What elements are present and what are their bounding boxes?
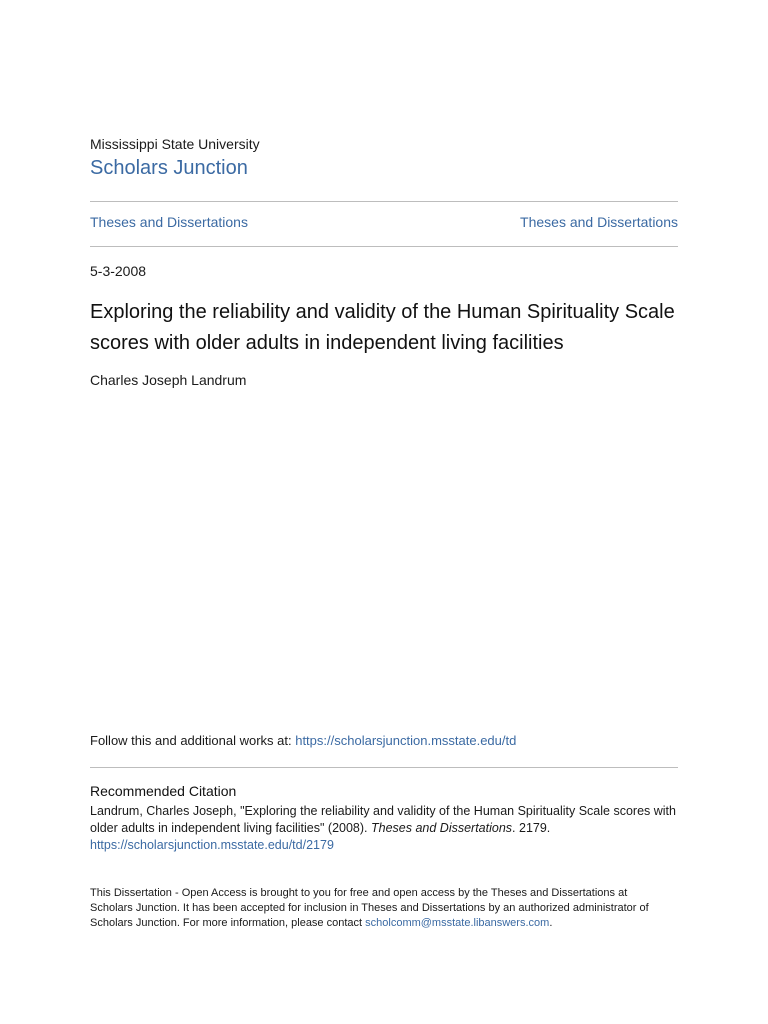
collection-link-left[interactable]: Theses and Dissertations (90, 214, 248, 230)
citation-url-link[interactable]: https://scholarsjunction.msstate.edu/td/2179 (90, 838, 334, 852)
contact-email-link[interactable]: scholcomm@msstate.libanswers.com (365, 917, 550, 929)
access-notice (90, 886, 690, 931)
divider (90, 246, 678, 247)
notice-text: Scholars Junction. For more information, please contact (90, 917, 366, 929)
repository-link[interactable]: Scholars Junction (90, 157, 248, 179)
citation-line: Landrum, Charles Joseph, "Exploring the reliability and validity of the Human Spirituality Scale scores with (90, 804, 676, 818)
notice-line (90, 916, 690, 931)
notice-line: Scholars Junction. It has been accepted for inclusion in Theses and Dissertations by an authorized administrator of (90, 902, 649, 914)
citation-line (90, 820, 690, 837)
recommended-citation-heading: Recommended Citation (90, 783, 237, 799)
divider (90, 201, 678, 202)
collection-url-link[interactable]: https://scholarsjunction.msstate.edu/td (295, 733, 517, 748)
citation-number: . 2179. (512, 821, 551, 835)
collection-breadcrumb (90, 214, 678, 230)
citation-text: older adults in independent living facilities" (2008). (90, 821, 371, 835)
publication-date: 5-3-2008 (90, 263, 147, 279)
document-title-line: Exploring the reliability and validity of the Human Spirituality Scale (90, 301, 675, 323)
follow-text: Follow this and additional works at: (90, 733, 296, 748)
author-name: Charles Joseph Landrum (90, 372, 247, 388)
institution-name: Mississippi State University (90, 136, 260, 152)
document-title-line: scores with older adults in independent living facilities (90, 332, 564, 354)
citation-block (90, 803, 690, 854)
follow-works (90, 733, 516, 748)
citation-series: Theses and Dissertations (371, 821, 513, 835)
document-title (90, 297, 690, 359)
collection-link-right[interactable]: Theses and Dissertations (520, 214, 678, 230)
divider (90, 767, 678, 768)
cover-page (90, 0, 678, 1024)
notice-text: . (549, 917, 553, 929)
notice-line: This Dissertation - Open Access is brought to you for free and open access by the Theses and Dissertations at (90, 887, 628, 899)
